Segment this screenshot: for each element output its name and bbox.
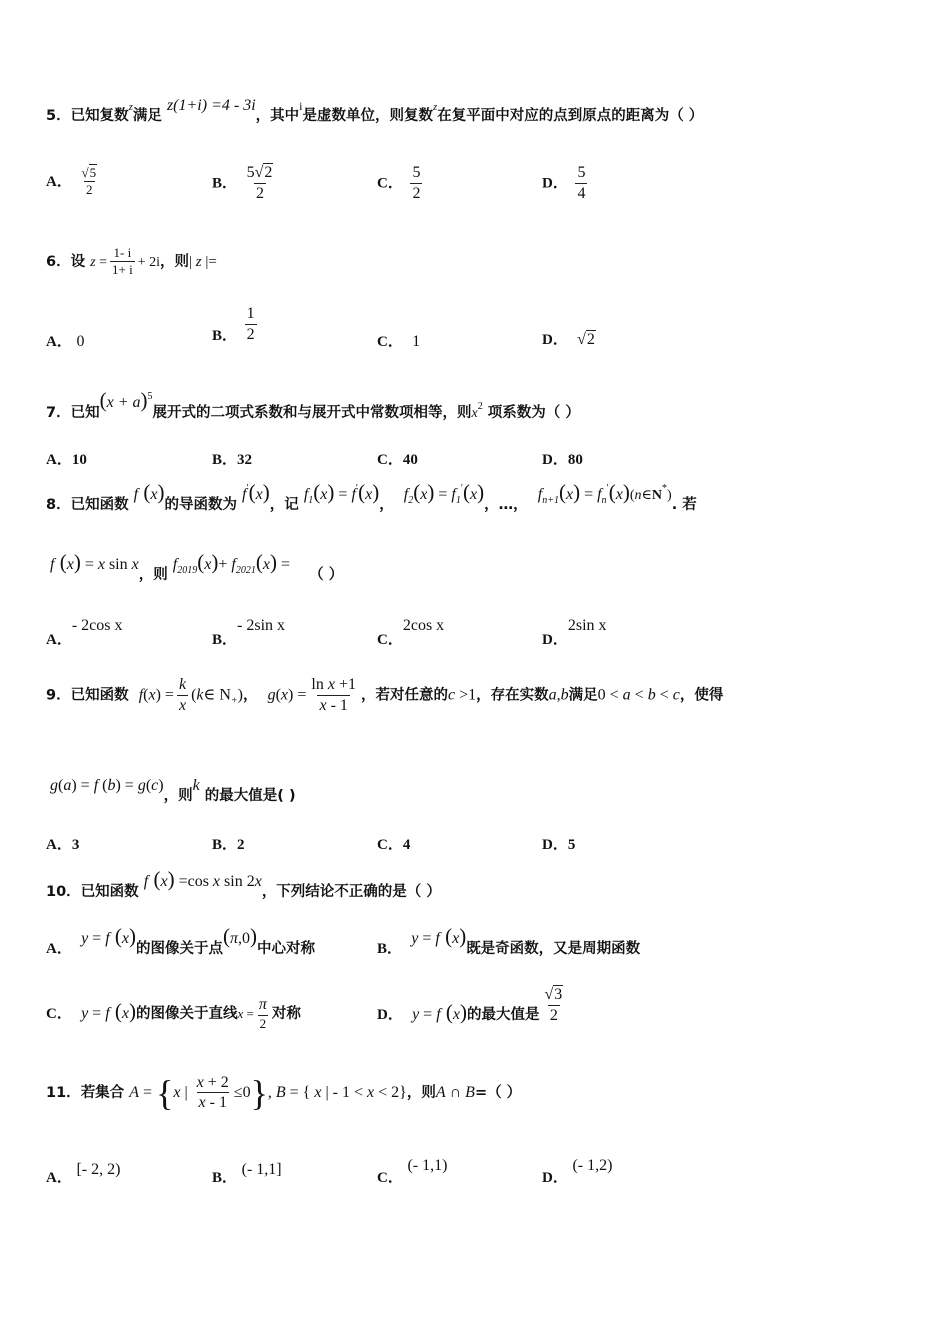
- q11-option-b[interactable]: B． (- 1,1]: [212, 1161, 282, 1186]
- q7-option-d[interactable]: D．80: [542, 452, 583, 468]
- q8-option-a[interactable]: A．- 2cos x: [46, 617, 123, 648]
- q10-option-a[interactable]: A． y = f (x)的图像关于点(π,0)中心对称: [46, 924, 316, 957]
- q9-option-a[interactable]: A．3: [46, 837, 80, 853]
- q11-option-d[interactable]: D． (- 1,2): [542, 1157, 613, 1186]
- q5-equation: z(1+i) =4 - 3i: [166, 97, 256, 114]
- q8-option-c[interactable]: C．2cos x: [377, 617, 445, 648]
- q8-option-d[interactable]: D．2sin x: [542, 617, 607, 648]
- q5-option-b[interactable]: B． $\frac{5√2}{2}$: [212, 164, 273, 202]
- q5-number: 5．: [46, 108, 71, 124]
- q11-option-c[interactable]: C． (- 1,1): [377, 1157, 448, 1186]
- q5-option-d[interactable]: D． $\frac{5}{4}$: [542, 164, 586, 202]
- q9-option-c[interactable]: C．4: [377, 837, 411, 853]
- question-5: 5．已知复数$^z$满足 z(1+i) =4 - 3i，其中$^i$是虚数单位，则复数$^z$在复平面中对应的点到原点的距离为（ ）: [46, 97, 704, 124]
- question-7: 7．已知$(x + a)^5$展开式的二项式系数和与展开式中常数项相等，则$x^2$ 项系数为（ ）: [46, 388, 580, 421]
- q8-option-b[interactable]: B．- 2sin x: [212, 617, 286, 648]
- question-9-line2: g(a) = f (b) = g(c)，则k 的最大值是( ): [50, 777, 296, 804]
- q5-option-c[interactable]: C． $\frac{5}{2}$: [377, 164, 421, 202]
- question-9: 9．已知函数 f(x) = $\frac{k}{x}$ (k∈ $N_+$)， g(x) = $\frac{\text{ln x +1}}{x - 1}$ ，若对任意的c >1，存在实数a,b满足0 < a < b < c，使得: [46, 676, 724, 714]
- q7-option-b[interactable]: B．32: [212, 452, 253, 468]
- q6-option-c[interactable]: C． 1: [377, 333, 421, 350]
- q10-option-d[interactable]: D． y = f (x)的最大值是 $\frac{√3}{2}$: [377, 986, 563, 1025]
- q7-option-c[interactable]: C．40: [377, 452, 418, 468]
- q9-option-b[interactable]: B．2: [212, 837, 245, 853]
- q7-option-a[interactable]: A．10: [46, 452, 87, 468]
- q11-option-a[interactable]: A． [- 2, 2): [46, 1161, 121, 1186]
- q6-option-b[interactable]: B． $\frac{1}{2}$: [212, 305, 255, 345]
- question-8-line2: f (x) = x sin x，则 $f_{2019}(x)+ f_{2021}(x)$ = （ ）: [50, 550, 344, 583]
- question-11: 11．若集合 A = {x | $\frac{x + 2}{x - 1}$ ≤0}, B = { x | - 1 < x < 2}，则A ∩ B=（ ）: [46, 1073, 522, 1113]
- question-6: 6．设 z = $\frac{1- i}{1+ i}$ + 2i，则| z |=: [46, 245, 217, 278]
- q6-option-a[interactable]: A． 0: [46, 333, 85, 350]
- question-8: 8．已知函数 f (x)的导函数为 f′(x)，记 $f_1(x) = f'(x)$， $f_2(x) = f_1'(x)$，…， $f_{n+1}(x)$ = $f_n'(x)(n\in N^*)$. 若: [46, 480, 697, 513]
- q9-option-d[interactable]: D．5: [542, 837, 576, 853]
- q6-option-d[interactable]: D． √2: [542, 331, 595, 348]
- q5-option-a[interactable]: A． $\frac{√5}{2}$: [46, 165, 97, 198]
- question-10: 10．已知函数 f (x) =cos x sin 2x，下列结论不正确的是（ ）: [46, 867, 441, 900]
- q10-option-b[interactable]: B． y = f (x)既是奇函数，又是周期函数: [377, 924, 641, 957]
- q10-option-c[interactable]: C． y = f (x)的图像关于直线x = $\frac{\pi}{2}$ 对称: [46, 996, 301, 1031]
